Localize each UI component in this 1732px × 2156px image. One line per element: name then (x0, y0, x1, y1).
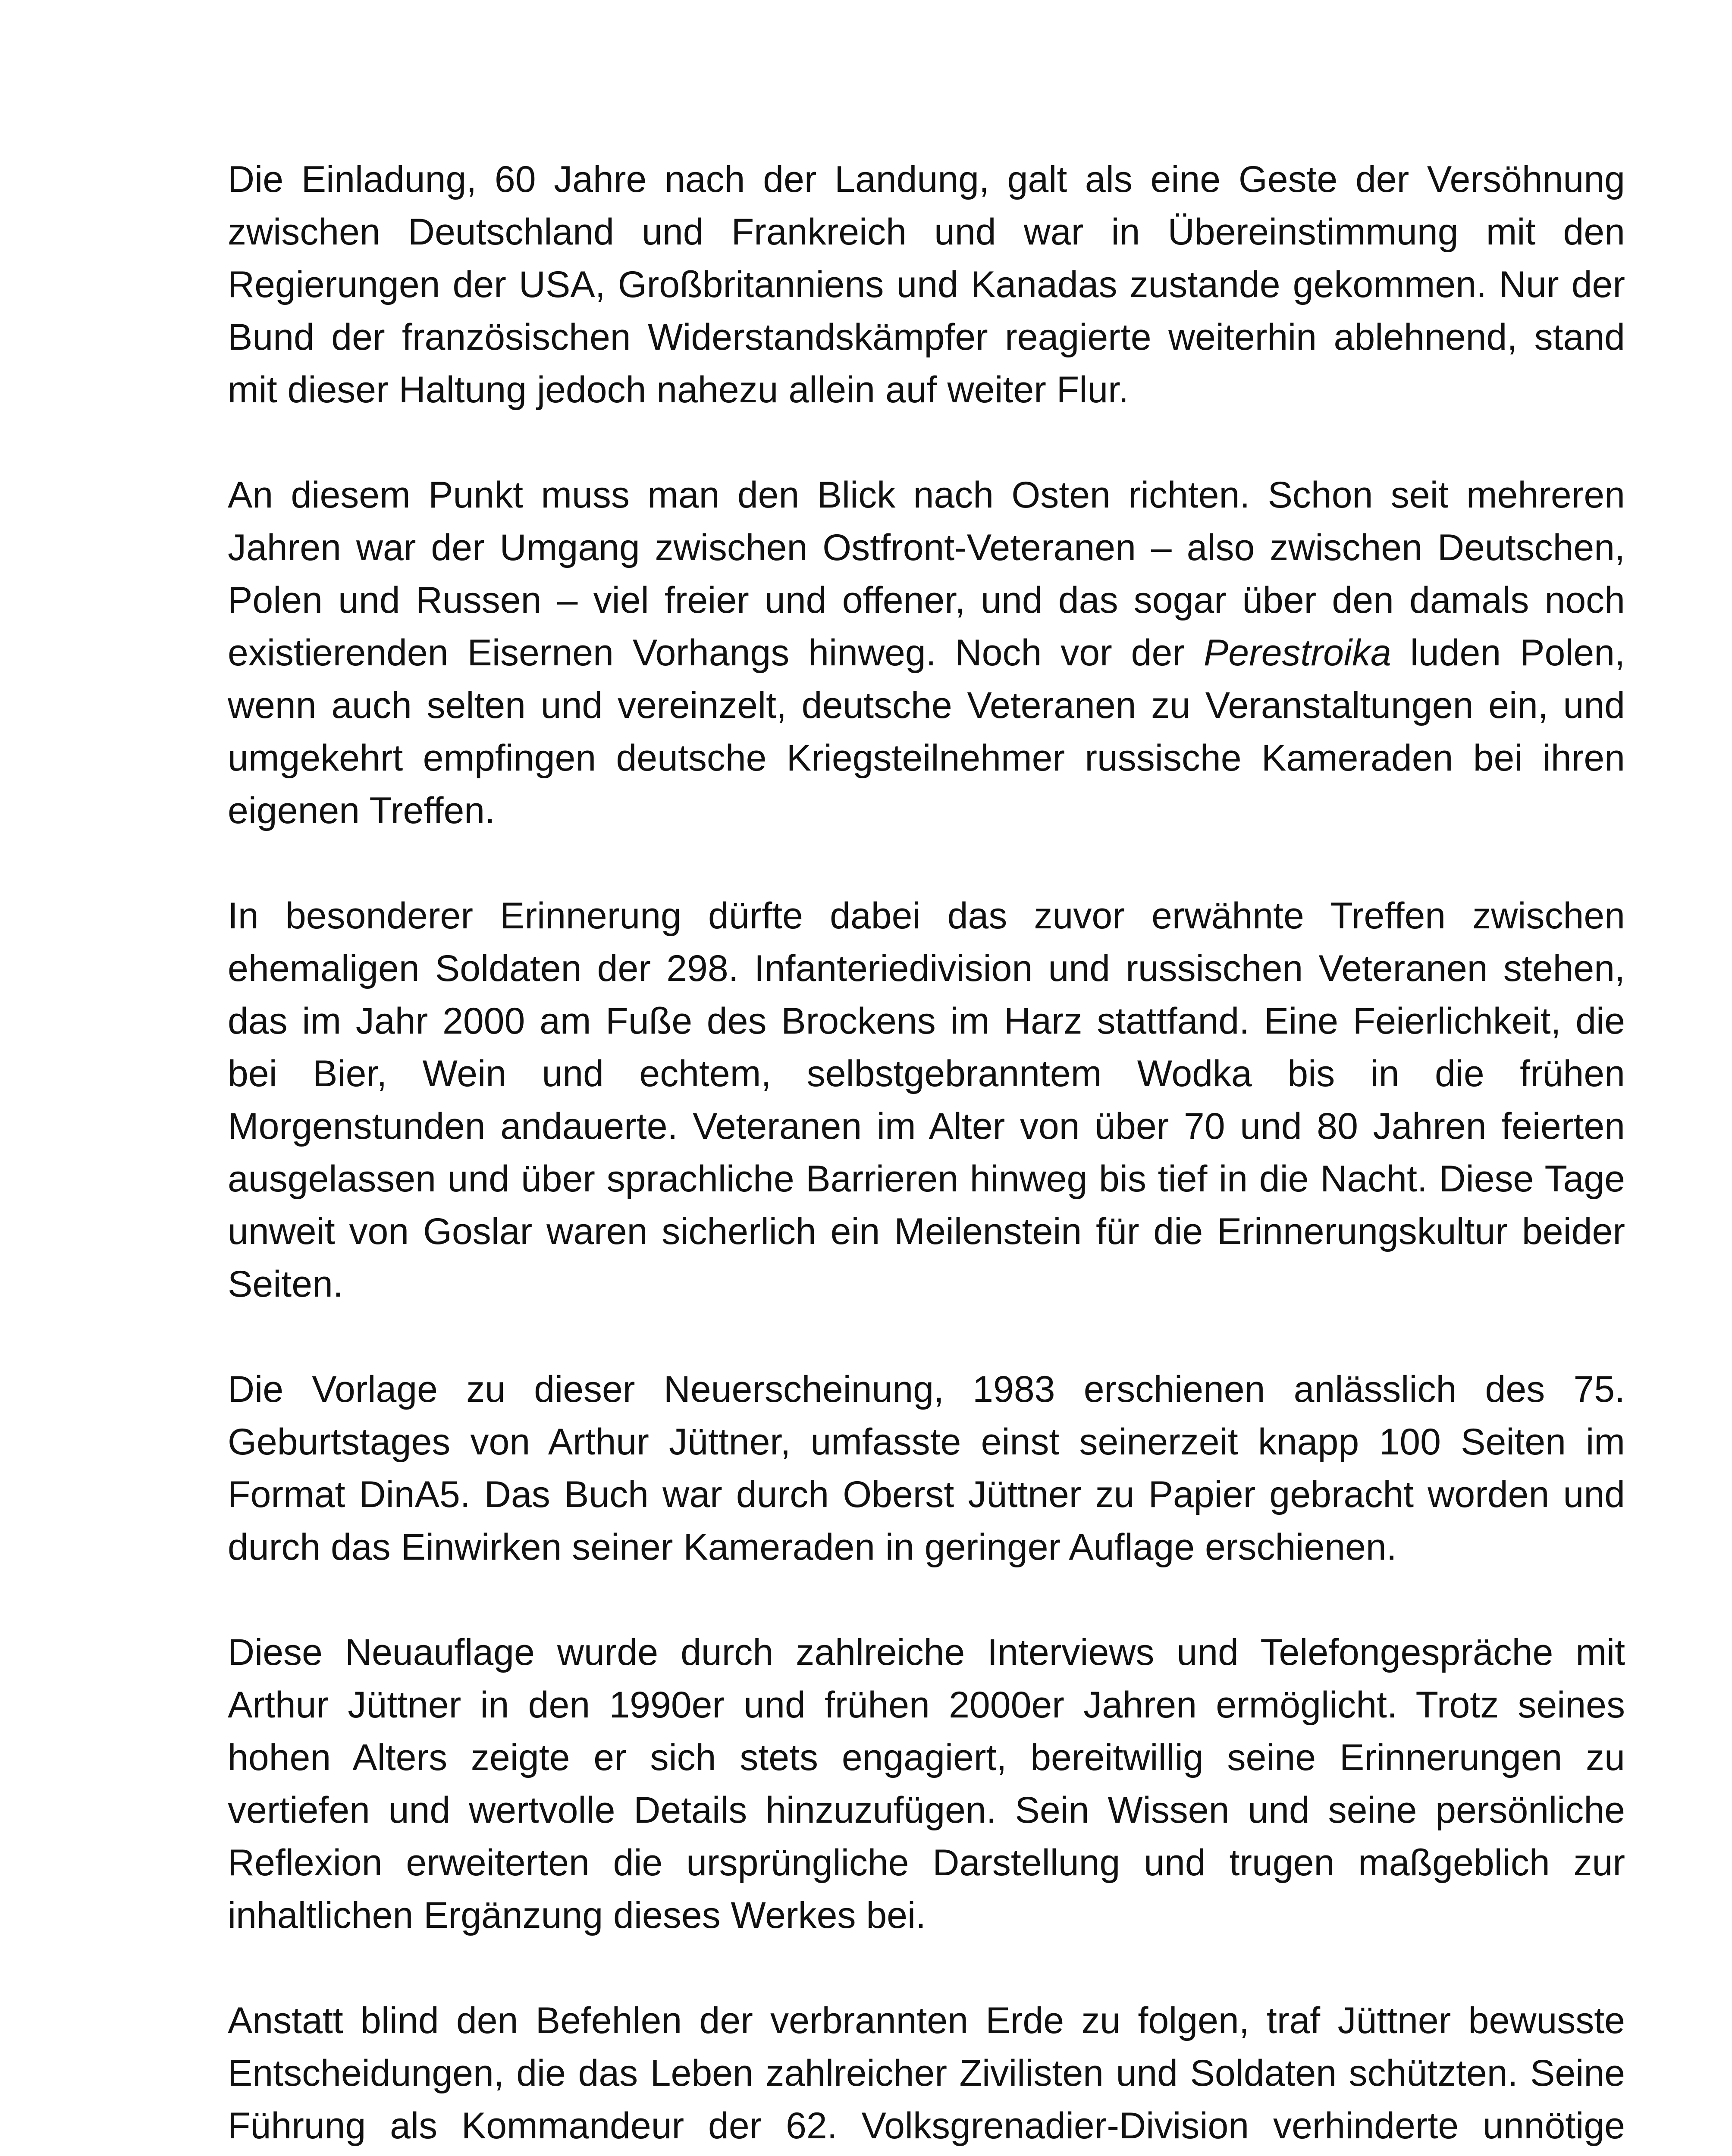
paragraph-text: An diesem Punkt muss man den Blick nach Osten richten. Schon seit mehreren Jahren war der Umgang zwischen Ostfront-Veteranen – also zwischen Deutschen, Polen und Russen – viel freier und offener, und das sogar über den damals noch existierenden Eisernen Vorhangs hinweg. Noch vor der (228, 474, 1625, 674)
emphasis-perestroika: Perestroika (1203, 632, 1391, 674)
body-text (228, 153, 1625, 2156)
paragraph-text: luden Polen, wenn auch selten und vereinzelt, deutsche Veteranen zu Veranstaltungen ein, und umgekehrt empfingen deutsche Kriegsteilnehmer russische Kameraden bei ihren eigenen Treffen. (228, 632, 1625, 831)
paragraph-original-edition: Die Vorlage zu dieser Neuerscheinung, 1983 erschienen anlässlich des 75. Geburtstages von Arthur Jüttner, umfasste einst seinerzeit knapp 100 Seiten im Format DinA5. Das Buch war durch Oberst Jüttner zu Papier gebracht worden und durch das Einwirken seiner Kameraden in geringer Auflage erschienen. (228, 1369, 1625, 1568)
paragraph-new-edition: Diese Neuauflage wurde durch zahlreiche Interviews und Telefongespräche mit Arthur Jüttner in den 1990er und frühen 2000er Jahren ermöglicht. Trotz seines hohen Alters zeigte er sich stets engagiert, bereitwillig seine Erinnerungen zu vertiefen und wertvolle Details hinzuzufügen. Sein Wissen und seine persönliche Reflexion erweiterten die ursprüngliche Darstellung und trugen maßgeblich zur inhaltlichen Ergänzung dieses Werkes bei. (228, 1632, 1625, 1936)
paragraph-eastern-front (228, 469, 1625, 837)
paragraph-brocken-meeting: In besonderer Erinnerung dürfte dabei das zuvor erwähnte Treffen zwischen ehemaligen Soldaten der 298. Infanteriedivision und russischen Veteranen stehen, das im Jahr 2000 am Fuße des Brockens im Harz stattfand. Eine Feierlichkeit, die bei Bier, Wein und echtem, selbstgebranntem Wodka bis in die frühen Morgenstunden andauerte. Veteranen im Alter von über 70 und 80 Jahren feierten ausgelassen und über sprachliche Barrieren hinweg bis tief in die Nacht. Diese Tage unweit von Goslar waren sicherlich ein Meilenstein für die Erinnerungskultur beider Seiten. (228, 895, 1625, 1305)
paragraph-scorched-earth: Anstatt blind den Befehlen der verbrannten Erde zu folgen, traf Jüttner bewusste Entscheidungen, die das Leben zahlreicher Zivilisten und Soldaten schützten. Seine Führung als Kommandeur der 62. Volksgrenadier-Division verhinderte unnötige (228, 2000, 1625, 2147)
paragraph-invitation: Die Einladung, 60 Jahre nach der Landung, galt als eine Geste der Versöhnung zwischen Deutschland und Frankreich und war in Übereinstimmung mit den Regierungen der USA, Großbritanniens und Kanadas zustande gekommen. Nur der Bund der französischen Widerstandskämpfer reagierte weiterhin ablehnend, stand mit dieser Haltung jedoch nahezu allein auf weiter Flur. (228, 159, 1625, 411)
